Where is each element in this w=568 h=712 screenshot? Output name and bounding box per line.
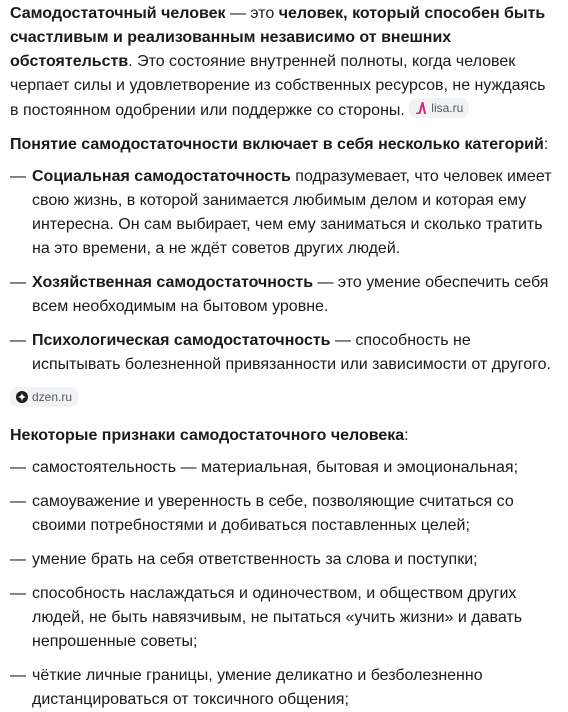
list-item: — умение брать на себя ответственность за слова и поступки; [10,548,558,572]
list-item: — Социальная самодостаточность подразумевает, что человек имеет свою жизнь, в которой занимается любимым делом и которая ему интересна. Он сам выбирает, чем ему заниматься и сколько тратить на это времени, а не ждёт советов других людей. [10,165,558,261]
list-item: — способность наслаждаться и одиночеством, и обществом других людей, не быть навязчивым, не пытаться «учить жизни» и давать непрошенные советы; [10,582,558,654]
dash-bullet: — [10,274,26,291]
categories-source-row [10,387,558,412]
dash-bullet: — [10,667,26,684]
dash-bullet: — [10,585,26,602]
dash-bullet: — [10,168,26,185]
intro-dash: — это [225,5,279,22]
intro-rest: . Это состояние внутренней полноты, когда человек черпает силы и удовлетворение из собственных ресурсов, не нуждаясь в постоянном одобрении или поддержке со стороны. [10,53,546,119]
source-chip-lisa-label: lisa.ru [431,101,464,115]
signs-heading: Некоторые признаки самодостаточного человека: [10,427,409,444]
intro-definition: человек, который способен быть счастливым и реализованным независимо от внешних обстоятельств [10,5,546,70]
lisa-logo-icon [415,102,427,114]
categories-heading: Понятие самодостаточности включает в себя несколько категорий: [10,136,549,153]
signs-list [10,456,558,712]
source-chip-dzen[interactable] [10,387,78,407]
list-item: — самостоятельность — материальная, бытовая и эмоциональная; [10,456,558,480]
dzen-logo-icon [16,391,28,403]
list-item: — Хозяйственная самодостаточность — это умение обеспечить себя всем необходимым на бытовом уровне. [10,271,558,319]
dash-bullet: — [10,493,26,510]
list-item: — самоуважение и уверенность в себе, позволяющие считаться со своими потребностями и добиваться поставленных целей; [10,490,558,538]
categories-list [10,165,558,377]
intro-term: Самодостаточный человек [10,5,226,22]
intro-paragraph [10,2,558,123]
list-item: — чёткие личные границы, умение деликатно и безболезненно дистанцироваться от токсичного общения; [10,664,558,712]
list-item: — Психологическая самодостаточность — способность не испытывать болезненной привязанности или зависимости от другого. [10,329,558,377]
dash-bullet: — [10,332,26,349]
dash-bullet: — [10,551,26,568]
source-chip-dzen-label: dzen.ru [32,390,73,404]
dash-bullet: — [10,459,26,476]
source-chip-lisa[interactable] [409,98,469,118]
